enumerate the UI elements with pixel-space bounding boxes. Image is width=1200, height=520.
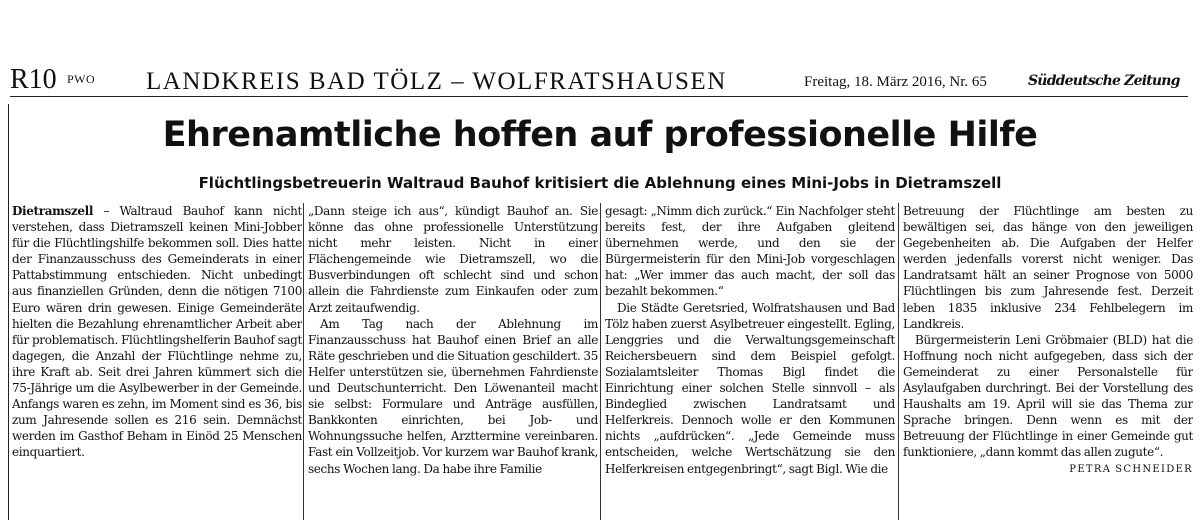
left-frame-rule xyxy=(8,104,9,520)
article-column-1 xyxy=(12,203,302,520)
article-column-3 xyxy=(605,203,895,520)
section-title: LANDKREIS BAD TÖLZ – WOLFRATSHAUSEN xyxy=(146,68,727,95)
column-rule xyxy=(303,203,304,520)
article-column-4 xyxy=(903,203,1193,520)
edition-code: PWO xyxy=(67,72,96,86)
paragraph: Die Städte Geretsried, Wolfratshausen und Bad Tölz haben zuerst Asylbetreuer eingestellt. Egling, Lenggries und die Verwaltungsgemeinschaft Reichersbeuern sind dem Beispiel gefolgt. Sozialamtsleiter Thomas Bigl findet die Einrichtung einer solchen Stelle sinnvoll – als Bindeglied zwischen Landratsamt und Helferkreis. Dennoch wolle er den Kommunen nichts „aufdrücken“. „Jede Gemeinde muss entscheiden, welche Wertschätzung sie den Helferkreisen entgegenbringt“, sagt Bigl. Wie die xyxy=(605,300,895,476)
page-header xyxy=(10,66,1188,97)
article-subheadline: Flüchtlingsbetreuerin Waltraud Bauhof kritisiert die Ablehnung eines Mini-Jobs in Dietramszell xyxy=(198,174,1002,192)
paragraph: Betreuung der Flüchtlinge am besten zu bewältigen sei, das hänge von den jeweiligen Gegebenheiten ab. Die Aufgaben der Helfer werden jedenfalls vorerst nicht weniger. Das Landratsamt hält an seiner Prognose von 5000 Flüchtlingen bis zum Jahresende fest. Derzeit leben 1835 inklusive 234 Fehlbelegern im Landkreis. xyxy=(903,204,1193,331)
issue-dateline: Freitag, 18. März 2016, Nr. 65 xyxy=(804,74,987,90)
dateline-place: Dietramszell xyxy=(12,204,94,218)
newspaper-logo: Süddeutsche Zeitung xyxy=(1028,73,1180,89)
paragraph: gesagt: „Nimm dich zurück.“ Ein Nachfolger steht bereits fest, der ihre Aufgaben gleitend übernehmen werde, und den sie der Bürgermeisterin für den Mini-Job vorgeschlagen hat: „Wer immer das auch macht, der soll das bezahlt bekommen.“ xyxy=(605,204,895,299)
article-body xyxy=(12,203,1195,520)
paragraph: „Dann steige ich aus“, kündigt Bauhof an. Sie könne das ohne professionelle Unterstützung nicht mehr leisten. Nicht in einer Flächengemeinde wie Dietramszell, wo die Busverbindungen oft schlecht sind und schon allein die Fahrdienste zum Einkaufen oder zum Arzt zeitaufwendig. xyxy=(308,204,598,315)
paragraph xyxy=(12,203,302,461)
page-number: R10 xyxy=(10,64,57,95)
column-rule xyxy=(898,203,899,520)
article-column-2 xyxy=(308,203,598,520)
paragraph: Bürgermeisterin Leni Gröbmaier (BLD) hat die Hoffnung noch nicht aufgegeben, dass sich der Gemeinderat zu einer Personalstelle für Asylaufgaben durchringt. Bei der Vorstellung des Haushalts am 19. April will sie das Thema zur Sprache bringen. Denn wenn es mit der Betreuung der Flüchtlinge in einer Gemeinde gut funktioniere, „dann kommt das allen zugute“. xyxy=(903,332,1193,460)
paragraph: Am Tag nach der Ablehnung im Finanzausschuss hat Bauhof einen Brief an alle Räte geschrieben und die Situation geschildert. 35 Helfer unterstützen sie, übernehmen Fahrdienste und Deutschunterricht. Den Löwenanteil macht sie selbst: Formulare und Anträge ausfüllen, Bankkonten einrichten, bei Job- und Wohnungssuche helfen, Arzttermine vereinbaren. Fast ein Vollzeitjob. Vor kurzem war Bauhof krank, sechs Wochen lang. Da habe ihre Familie xyxy=(308,316,598,476)
author-byline: PETRA SCHNEIDER xyxy=(1069,463,1193,475)
paragraph-text: – Waltraud Bauhof kann nicht verstehen, dass Dietramszell keinen Mini-Jobber für die Flüchtlingshilfe bekommen soll. Dies hatte der Finanzausschuss des Gemeinderats in einer Pattabstimmung entschieden. Nicht unbedingt aus finanziellen Gründen, denn die nötigen 7100 Euro wären drin gewesen. Einige Gemeinderäte hielten die Bezahlung ehrenamtlicher Arbeit aber für problematisch. Flüchtlingshelferin Bauhof sagt dagegen, die Anzahl der Flüchtlinge nehme zu, ihre Kraft ab. Seit drei Jahren kümmert sich die 75-Jährige um die Asylbewerber in der Gemeinde. Anfangs waren es zehn, im Moment sind es 36, bis zum Jahresende sollen es 216 sein. Demnächst werden im Gasthof Beham in Einöd 25 Menschen einquartiert. xyxy=(12,204,302,460)
article-headline: Ehrenamtliche hoffen auf professionelle Hilfe xyxy=(162,115,1038,155)
column-rule xyxy=(600,203,601,520)
